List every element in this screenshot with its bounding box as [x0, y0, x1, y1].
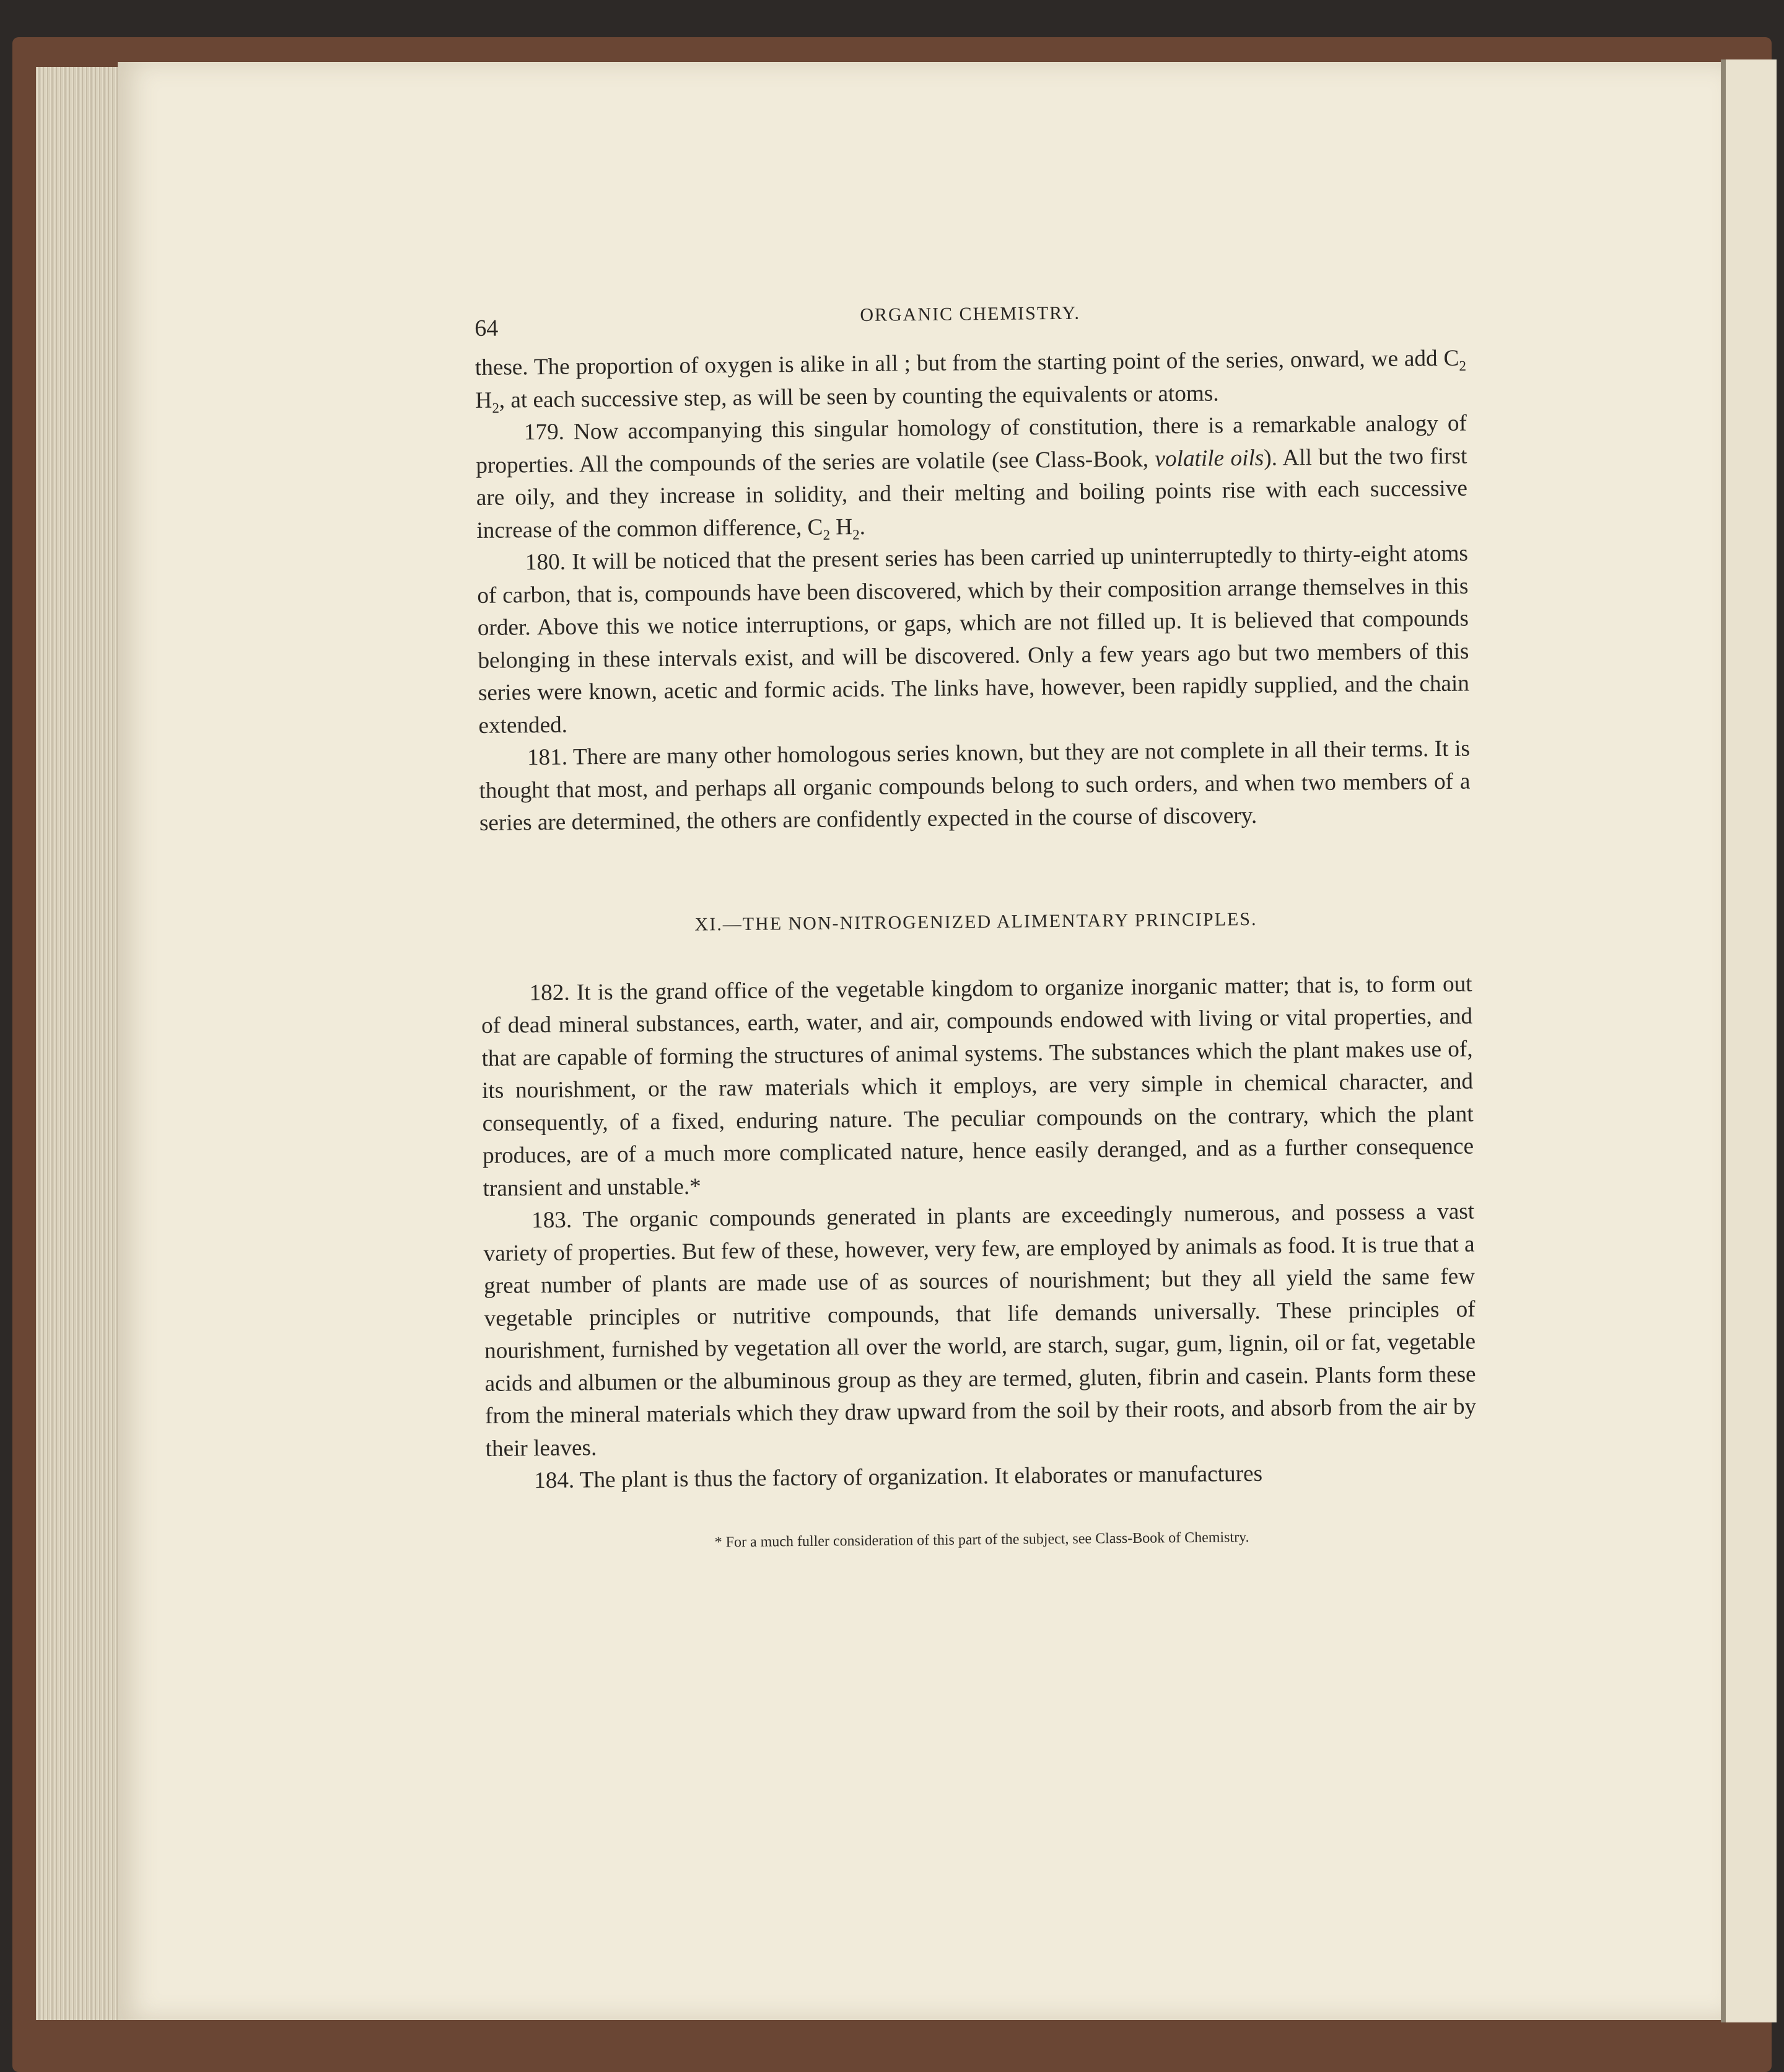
paragraph-180: 180. It will be noticed that the present series has been carried up uninterruptedly to thirty-eight atoms of carbon, that is, compounds have been discovered, which by their composition arrange themselves in this order. Above this we notice interruptions, or gaps, which are not filled up. It is believed that compounds belonging in these intervals exist, and will be discovered. Only a few years ago but two members of this series were known, acetic and formic acids. The links have, however, been rapidly supplied, and the chain extended.: [477, 540, 1470, 739]
running-head: ORGANIC CHEMISTRY.: [860, 302, 1081, 326]
paragraph-continuation: these. The proportion of oxygen is alike in all ; but from the starting point of the series, onward, we add $C_2$ $H_2$, at each successive step, as will be seen by counting the equivalents or atoms.: [474, 345, 1467, 416]
paragraph-182: 182. It is the grand office of the vegetable kingdom to organize inorganic matter; that is, to form out of dead mineral substances, earth, water, and air, compounds endowed with living or vital properties, and that are capable of forming the structures of animal systems. The substances which the plant makes use of, its nourishment, or the raw materials which it employs, are very simple in chemical character, and consequently, of a fixed, enduring nature. The peculiar compounds on the contrary, which the plant produces, are of a much more complicated nature, hence easily deranged, and as a further consequence transient and unstable.*: [481, 971, 1474, 1201]
section-heading: XI.—THE NON-NITROGENIZED ALIMENTARY PRINCIPLES.: [694, 908, 1257, 935]
paragraph-181: 181. There are many other homologous series known, but they are not complete in all their terms. It is thought that most, and perhaps all organic compounds belong to such orders, and when two members of a series are determined, the others are confidently expected in the course of discovery.: [479, 735, 1471, 836]
footnote: * For a much fuller consideration of this part of the subject, see Class-Book of Chemistry.: [714, 1529, 1249, 1550]
page-content: [474, 299, 1477, 1553]
paragraph-179: 179. Now accompanying this singular homology of constitution, there is a remarkable analogy of properties. All the compounds of the series are volatile (see Class-Book, volatile oils). All but the two first are oily, and they increase in solidity, and their melting and boiling points rise with each successive increase of the common difference, $C_2$ $H_2$.: [476, 410, 1468, 543]
page-edges: [36, 67, 129, 2020]
body-text: [475, 343, 1477, 1498]
page-number: 64: [474, 315, 499, 341]
facing-page-edge: [1721, 59, 1777, 2022]
paragraph-184: 184. The plant is thus the factory of organization. It elaborates or manufactures: [533, 1460, 1263, 1494]
paragraph-183: 183. The organic compounds generated in plants are exceedingly numerous, and possess a vast variety of properties. But few of these, however, very few, are employed by animals as food. It is true that a great number of plants are made use of as sources of nourishment; but they all yield the same few vegetable principles or nutritive compounds, that life demands universally. These principles of nourishment, furnished by vegetation all over the world, are starch, sugar, gum, lignin, oil or fat, vegetable acids and albumen or the albuminous group as they are termed, gluten, fibrin and casein. Plants form these from the mineral materials which they draw upward from the soil by their roots, and absorb from the air by their leaves.: [483, 1198, 1477, 1462]
